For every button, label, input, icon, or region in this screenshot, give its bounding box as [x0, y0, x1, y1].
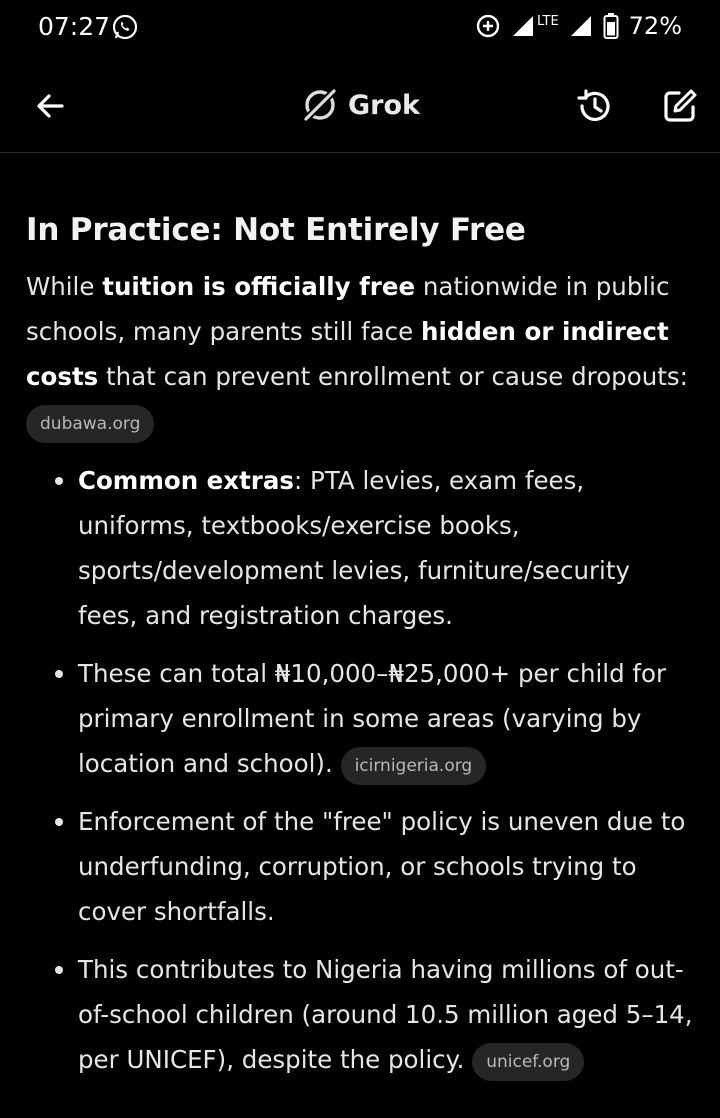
- bullet-dot: [55, 670, 63, 678]
- bullet-dot: [55, 477, 63, 485]
- status-time: 07:27: [38, 12, 111, 41]
- source-chip-icirnigeria[interactable]: icirnigeria.org: [341, 747, 487, 785]
- list-item: [26, 458, 696, 638]
- signal-icon: [511, 14, 535, 38]
- list-item-text: Enforcement of the "free" policy is uneven due to underfunding, corruption, or schools trying to cover shortfalls.: [78, 807, 686, 926]
- list-item-text: : PTA levies, exam fees, uniforms, textbooks/exercise books, sports/development levies, furniture/security fees, and registration charges.: [78, 466, 630, 630]
- history-icon: [574, 86, 614, 126]
- signal-icon-2: [569, 14, 593, 38]
- battery-percent: 72%: [628, 12, 682, 40]
- history-button[interactable]: [574, 86, 614, 126]
- compose-icon: [660, 86, 700, 126]
- bullet-dot: [55, 966, 63, 974]
- grok-logo-icon: [300, 85, 340, 125]
- lead-bold-1: tuition is officially free: [102, 272, 416, 301]
- arrow-left-icon: [34, 90, 66, 122]
- lead-text-1: While: [26, 272, 103, 301]
- lead-text-2: nationwide in public schools, many parents still face: [26, 272, 670, 346]
- whatsapp-icon: [112, 14, 138, 40]
- app-title: Grok: [348, 89, 420, 121]
- lead-text-3: that can prevent enrollment or cause dropouts:: [98, 362, 688, 391]
- lead-paragraph: [26, 264, 696, 444]
- data-saver-icon: [475, 13, 501, 39]
- status-icons: [475, 12, 682, 40]
- bullet-list: [26, 458, 696, 1082]
- status-bar: [0, 0, 720, 56]
- list-item: [26, 799, 696, 934]
- source-chip-dubawa[interactable]: dubawa.org: [26, 405, 154, 443]
- list-item-text: These can total ₦10,000–₦25,000+ per child for primary enrollment in some areas (varying by location and school).: [78, 659, 667, 778]
- section-heading: In Practice: Not Entirely Free: [26, 212, 526, 248]
- list-item-bold: Common extras: [78, 466, 295, 495]
- app-bar: [0, 60, 720, 153]
- bullet-dot: [55, 818, 63, 826]
- battery-icon: [603, 12, 619, 40]
- new-chat-button[interactable]: [660, 86, 700, 126]
- source-chip-unicef[interactable]: unicef.org: [472, 1043, 584, 1081]
- lead-bold-2: hidden or indirect costs: [26, 317, 669, 391]
- network-type: LTE: [537, 13, 559, 29]
- chat-response: [26, 212, 696, 1095]
- list-item: [26, 947, 696, 1082]
- list-item: [26, 651, 696, 786]
- list-item-text: This contributes to Nigeria having millions of out-of-school children (around 10.5 million aged 5–14, per UNICEF), despite the policy.: [78, 955, 693, 1074]
- back-button[interactable]: [30, 86, 70, 126]
- app-brand: [300, 82, 420, 128]
